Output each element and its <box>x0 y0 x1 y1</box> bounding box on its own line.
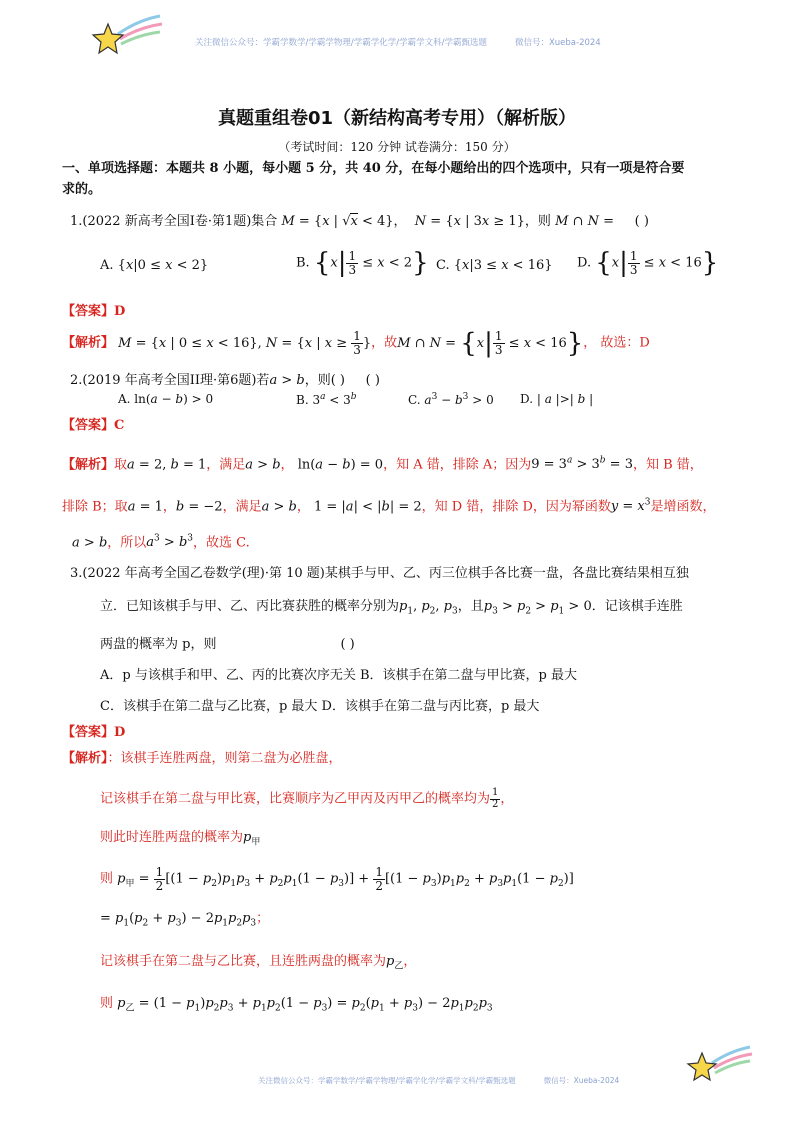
q1-analysis: 【解析】 M = {x | 0 ≤ x < 16}, N = {x | x ≥ $\frac{1}{3}$ }，故M ∩ N = {x| $\frac{1}{3}$ ≤ x < 16}， 故选：D <box>62 328 650 359</box>
footer-left: 关注微信公众号：学霸学数学/学霸学物理/学霸学化学/学霸学文科/学霸甄选题 <box>258 1076 516 1085</box>
star-logo-icon <box>88 12 168 60</box>
q2-analysis-line2: 排除 B；取a = 1，b = −2，满足a > b， 1 = |a| < |b| = 2，知 D 错，排除 D，因为幂函数$y = x^3$是增函数， <box>62 498 716 515</box>
star-logo-icon <box>684 1043 754 1087</box>
q3-stem-line2: 立．已知该棋手与甲、乙、丙比赛获胜的概率分别为$p_1$, $p_2$, $p_3$，且$p_3 > p_2 > p_1 > 0$．记该棋手连胜 <box>100 599 683 617</box>
section-heading-cont: 求的。 <box>62 182 102 197</box>
q2-option-b: B. $3^a < 3^b$ <box>296 392 357 407</box>
q2-analysis-line1: 【解析】取a = 2, b = 1，满足a > b， ln(a − b) = 0，知 A 错，排除 A；因为$9 = 3^a > 3^b = 3$，知 B 错， <box>62 456 703 473</box>
page-title: 真题重组卷01（新结构高考专用）（解析版） <box>217 108 577 129</box>
header-wechat: 微信号：Xueba-2024 <box>514 38 601 48</box>
q3-stem-line1: 3.(2022 年高考全国乙卷数学(理)·第 10 题)某棋手与甲、乙、丙三位棋手各比赛一盘，各盘比赛结果相互独 <box>70 566 689 581</box>
q2-analysis-line3: a > b，所以$a^3 > b^3$，故选 C. <box>72 534 250 551</box>
footer-wechat: 微信号：Xueba-2024 <box>543 1076 620 1085</box>
q1-option-d: D. {x| $\frac{1}{3}$ ≤ x < 16} <box>577 248 719 279</box>
q3-analysis-line2: 记该棋手在第二盘与甲比赛，比赛顺序为乙甲丙及丙甲乙的概率均为 $\frac{1}{2}$ ， <box>100 787 514 810</box>
q3-formula-jia: 则 $p_甲$ = $\frac{1}{2}$ $[(1 - p_2)p_1p_3 + p_2p_1(1 - p_3)]$ + $\frac{1}{2}$ $[(1 - p_3)p_1p_2 + p_3p_1(1 - p_2)]$ <box>100 865 574 893</box>
q3-options-ab: A．p 与该棋手和甲、乙、丙的比赛次序无关 B．该棋手在第二盘与甲比赛，p 最大 <box>100 668 577 683</box>
q2-option-a: A. ln(a − b) > 0 <box>118 392 214 406</box>
q3-analysis-line3: 则此时连胜两盘的概率为$p_甲$ <box>100 830 261 848</box>
q3-formula-yi: 则 $p_乙 = (1 - p_1)p_2p_3 + p_1p_2(1 - p_3) = p_2(p_1 + p_3) - 2p_1p_2p_3$ <box>100 996 493 1014</box>
q3-analysis-line1: 【解析】：该棋手连胜两盘，则第二盘为必胜盘， <box>62 751 342 766</box>
q2-option-c: C. $a^3 - b^3 > 0$ <box>408 392 494 407</box>
q3-options-cd: C．该棋手在第二盘与乙比赛，p 最大 D．该棋手在第二盘与丙比赛，p 最大 <box>100 699 540 714</box>
page-header <box>195 36 601 48</box>
q1-option-b: B. {x| $\frac{1}{3}$ ≤ x < 2} <box>296 248 429 279</box>
q1-answer: 【答案】D <box>62 304 126 319</box>
q3-analysis-line6: 记该棋手在第二盘与乙比赛，且连胜两盘的概率为$p_乙$， <box>100 954 417 972</box>
q1-stem: 1.(2022 新高考全国I卷·第1题)集合 M = {x | √x < 4}， N = {x | 3x ≥ 1}，则 M ∩ N = ( ) <box>70 214 649 229</box>
q2-answer: 【答案】C <box>62 418 125 433</box>
q2-stem: 2.(2019 年高考全国II理·第6题)若a > b，则( ) ( ) <box>70 373 380 388</box>
q2-option-d: D. | a |>| b | <box>520 392 594 406</box>
header-left: 关注微信公众号：学霸学数学/学霸学物理/学霸学化学/学霸学文科/学霸甄选题 <box>195 38 487 48</box>
q1-option-a: A. {x|0 ≤ x < 2} <box>100 258 209 273</box>
q3-formula-jia-result: = $p_1(p_2 + p_3) - 2p_1p_2p_3$； <box>100 911 270 929</box>
page-footer <box>258 1075 619 1086</box>
section-heading: 一、单项选择题：本题共 8 小题，每小题 5 分，共 40 分，在每小题给出的四个选项中，只有一项是符合要 <box>62 161 685 176</box>
exam-info: （考试时间：120 分钟 试卷满分：150 分） <box>278 140 516 154</box>
q3-answer: 【答案】D <box>62 725 126 740</box>
q3-stem-line3: 两盘的概率为 p，则 ( ) <box>100 637 355 652</box>
q1-option-c: C. {x|3 ≤ x < 16} <box>436 258 553 273</box>
